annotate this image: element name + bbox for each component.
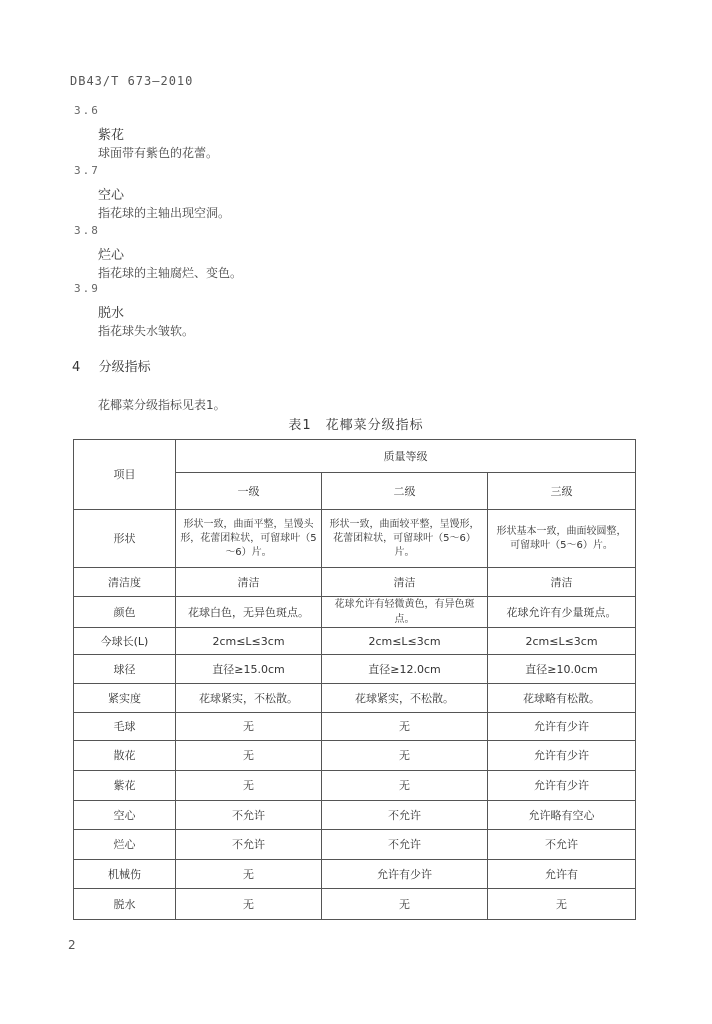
table-cell: 无 <box>176 771 322 801</box>
table-cell: 允许有少许 <box>322 860 488 889</box>
table-row-label: 今球长(L) <box>74 628 176 655</box>
grade-header: 三级 <box>488 473 636 510</box>
clause-number: 3.6 <box>74 104 100 117</box>
table-row <box>74 771 636 801</box>
table-cell: 允许略有空心 <box>488 801 636 830</box>
table-row-label: 颜色 <box>74 597 176 628</box>
grade-header: 一级 <box>176 473 322 510</box>
table-cell: 无 <box>176 889 322 920</box>
term-title: 脱水 <box>98 306 125 321</box>
table-row <box>74 801 636 830</box>
table-row-label: 脱水 <box>74 889 176 920</box>
table-cell: 无 <box>322 889 488 920</box>
table-row <box>74 510 636 568</box>
table-item-header: 项目 <box>74 440 176 510</box>
table-cell: 无 <box>322 741 488 771</box>
table-cell: 清洁 <box>488 568 636 597</box>
table-row <box>74 568 636 597</box>
section-number: 4 <box>72 360 81 375</box>
table-cell: 无 <box>176 741 322 771</box>
table-row-label: 机械伤 <box>74 860 176 889</box>
table-row <box>74 830 636 860</box>
table-cell: 不允许 <box>488 830 636 860</box>
table-row-label: 紧实度 <box>74 684 176 713</box>
term-definition: 指花球失水皱软。 <box>98 324 195 338</box>
table-cell: 形状一致，曲面较平整，呈馒形，花蕾团粒状，可留球叶（5～6）片。 <box>322 510 488 568</box>
table-cell: 2cm≤L≤3cm <box>488 628 636 655</box>
clause-number: 3.8 <box>74 224 100 237</box>
grading-table <box>73 439 636 920</box>
table-cell: 不允许 <box>176 830 322 860</box>
table-row-label: 烂心 <box>74 830 176 860</box>
term-definition: 指花球的主轴腐烂、变色。 <box>98 266 243 280</box>
table-cell: 允许有少许 <box>488 741 636 771</box>
table-cell: 不允许 <box>322 830 488 860</box>
table-title: 表1 花椰菜分级指标 <box>288 418 424 433</box>
table-cell: 无 <box>176 860 322 889</box>
term-definition: 球面带有紫色的花蕾。 <box>98 146 219 160</box>
table-cell: 花球允许有少量斑点。 <box>488 597 636 628</box>
table-row-label: 球径 <box>74 655 176 684</box>
table-cell: 形状基本一致，曲面较圆整，可留球叶（5～6）片。 <box>488 510 636 568</box>
table-cell: 直径≥12.0cm <box>322 655 488 684</box>
table-row <box>74 713 636 741</box>
table-cell: 清洁 <box>176 568 322 597</box>
table-cell: 直径≥15.0cm <box>176 655 322 684</box>
clause-number: 3.7 <box>74 164 100 177</box>
term-title: 烂心 <box>98 248 125 263</box>
table-cell: 2cm≤L≤3cm <box>176 628 322 655</box>
table-cell: 不允许 <box>176 801 322 830</box>
table-cell: 直径≥10.0cm <box>488 655 636 684</box>
table-row-label: 形状 <box>74 510 176 568</box>
table-row <box>74 889 636 920</box>
table-row-label: 紫花 <box>74 771 176 801</box>
table-cell: 花球略有松散。 <box>488 684 636 713</box>
term-definition: 指花球的主轴出现空洞。 <box>98 206 231 220</box>
clause-number: 3.9 <box>74 282 100 295</box>
table-row-label: 空心 <box>74 801 176 830</box>
table-row <box>74 655 636 684</box>
table-cell: 形状一致，曲面平整，呈馒头形，花蕾团粒状，可留球叶（5～6）片。 <box>176 510 322 568</box>
table-cell: 允许有 <box>488 860 636 889</box>
standard-code: DB43/T 673—2010 <box>70 74 194 88</box>
table-header-row <box>74 440 636 473</box>
table-cell: 允许有少许 <box>488 771 636 801</box>
table-row <box>74 860 636 889</box>
table-row <box>74 597 636 628</box>
table-cell: 清洁 <box>322 568 488 597</box>
table-cell: 无 <box>322 713 488 741</box>
table-cell: 2cm≤L≤3cm <box>322 628 488 655</box>
table-row-label: 毛球 <box>74 713 176 741</box>
table-row <box>74 741 636 771</box>
table-cell: 花球允许有轻微黄色，有异色斑点。 <box>322 597 488 628</box>
section-heading <box>72 356 151 375</box>
table-cell: 无 <box>322 771 488 801</box>
table-cell: 无 <box>488 889 636 920</box>
section-title: 分级指标 <box>98 360 151 375</box>
term-title: 空心 <box>98 188 125 203</box>
table-cell: 不允许 <box>322 801 488 830</box>
intro-text: 花椰菜分级指标见表1。 <box>98 398 226 412</box>
table-cell: 花球白色，无异色斑点。 <box>176 597 322 628</box>
table-cell: 花球紧实，不松散。 <box>176 684 322 713</box>
table-row-label: 清洁度 <box>74 568 176 597</box>
term-title: 紫花 <box>98 128 125 143</box>
page-number: 2 <box>68 938 76 952</box>
table-row <box>74 684 636 713</box>
table-cell: 允许有少许 <box>488 713 636 741</box>
table-row-label: 散花 <box>74 741 176 771</box>
table-cell: 花球紧实，不松散。 <box>322 684 488 713</box>
table-group-header: 质量等级 <box>176 440 636 473</box>
grade-header: 二级 <box>322 473 488 510</box>
table-row <box>74 628 636 655</box>
table-cell: 无 <box>176 713 322 741</box>
